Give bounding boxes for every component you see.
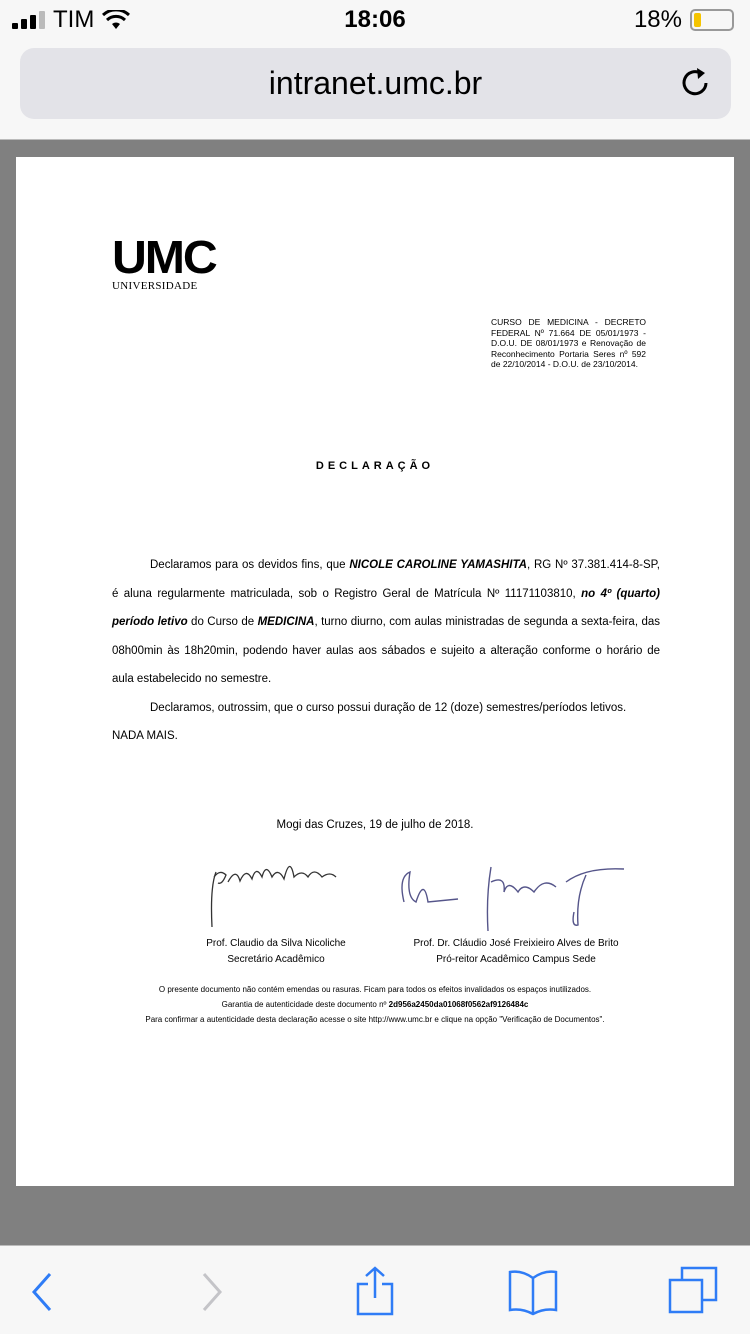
signatory-role: Pró-reitor Acadêmico Campus Sede [436, 954, 596, 965]
browser-header [0, 0, 750, 140]
document-page [16, 157, 734, 1186]
logo-sub: UNIVERSIDADE [112, 280, 198, 292]
tabs-icon[interactable] [668, 1266, 718, 1316]
paragraph-1 [112, 551, 660, 694]
wifi-icon [102, 10, 130, 30]
document-footer [16, 982, 734, 1027]
battery-icon [690, 9, 734, 31]
authenticity-code: 2d956a2450da01068f0562af9126484c [388, 1000, 529, 1009]
place-date: Mogi das Cruzes, 19 de julho de 2018. [276, 819, 474, 831]
course: MEDICINA [257, 616, 315, 628]
footer-line-3: Para confirmar a autenticidade desta declaração acesse o site http://www.umc.br e clique na opção "Verificação de Documentos". [145, 1015, 605, 1024]
back-icon[interactable] [18, 1266, 68, 1316]
decree-text: CURSO DE MEDICINA - DECRETO FEDERAL Nº 71.664 DE 05/01/1973 - D.O.U. DE 08/01/1973 e Renovação de Reconhecimento Portaria Seres nº 592 de 22/10/2014 - D.O.U. de 23/10/2014. [491, 317, 646, 369]
address-bar[interactable] [20, 48, 731, 119]
footer-line-1: O presente documento não contém emendas ou rasuras. Ficam para todos os efeitos invalidados os espaços inutilizados. [158, 985, 592, 994]
reload-icon[interactable] [679, 66, 713, 100]
signatory-1 [186, 936, 366, 968]
p1-text: , RG Nº 37.381.414-8-SP, é aluna regularmente matriculada, sob o Registro Geral de Matrícula Nº 11171103810, [112, 559, 661, 600]
p1-text: Declaramos para os devidos fins, que [150, 559, 350, 571]
carrier-label: TIM [53, 6, 95, 33]
signatory-2 [386, 936, 646, 968]
p1-text: do Curso de [187, 616, 258, 628]
battery-percent: 18% [633, 6, 682, 33]
bookmarks-icon[interactable] [508, 1266, 558, 1316]
logo-main: UMC [112, 231, 216, 283]
umc-logo [112, 231, 216, 293]
browser-toolbar [0, 1245, 750, 1334]
url-text[interactable]: intranet.umc.br [268, 65, 483, 101]
clock: 18:06 [344, 6, 406, 33]
paragraph-2: Declaramos, outrossim, que o curso possui duração de 12 (doze) semestres/períodos letivos. [150, 701, 627, 714]
share-icon[interactable] [350, 1266, 400, 1316]
declaration-body [112, 551, 660, 751]
forward-icon[interactable] [186, 1266, 236, 1316]
footer-line-2: Garantia de autenticidade deste documento nº [221, 1000, 389, 1009]
paragraph-3: NADA MAIS. [112, 730, 178, 742]
student-name: NICOLE CAROLINE YAMASHITA [349, 559, 527, 571]
signature-2 [396, 857, 636, 933]
document-title: DECLARAÇÃO [315, 460, 435, 472]
p1-text: , turno diurno, com aulas ministradas de segunda a sexta-feira, das 08h00min às 18h20min, podendo haver aulas aos sábados e sujeito a alteração conforme o horário de aula estabelecido no semestre. [112, 616, 660, 685]
signatory-name: Prof. Claudio da Silva Nicoliche [206, 938, 346, 949]
signal-icon [12, 11, 45, 29]
signatory-role: Secretário Acadêmico [227, 954, 325, 965]
signatory-name: Prof. Dr. Cláudio José Freixieiro Alves de Brito [413, 938, 619, 949]
signature-1 [206, 847, 346, 933]
status-bar [0, 0, 750, 40]
period: no 4º (quarto) período letivo [112, 587, 660, 628]
